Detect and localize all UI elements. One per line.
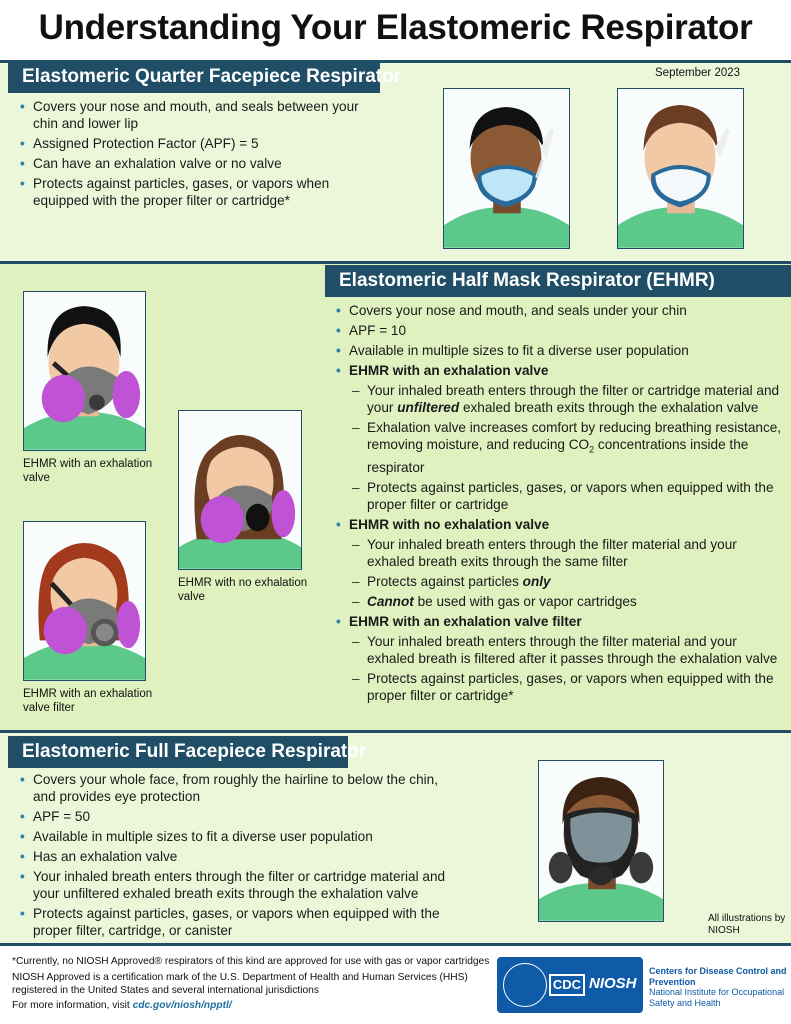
list-item: • APF = 10 [336, 322, 784, 339]
list-item: • Your inhaled breath enters through the filter or cartridge material and your unfiltered exhaled breath exits through the exhalation valve [20, 868, 460, 902]
quarter-mask-light-skin-illustration [618, 89, 743, 248]
list-item: • Assigned Protection Factor (APF) = 5 [20, 135, 360, 152]
quarter-mask-illustration-1 [443, 88, 570, 249]
sub-item: – Your inhaled breath enters through the filter or cartridge material and your unfiltered exhaled breath exits through the exhalation valve [349, 382, 784, 416]
cdc-logo-text: CDC [549, 974, 585, 996]
footnote-certification: NIOSH Approved is a certification mark of the U.S. Department of Health and Human Services (HHS) registered in the United States and several international jurisdictions [12, 972, 468, 996]
niosh-logo-text: NIOSH [589, 975, 637, 992]
list-item: • Available in multiple sizes to fit a diverse user population [20, 828, 460, 845]
cdc-niosh-logo [497, 957, 643, 1013]
group-label: EHMR with an exhalation valve [349, 363, 549, 378]
list-item: • Covers your nose and mouth, and seals between your chin and lower lip [20, 98, 360, 132]
publication-date: September 2023 [655, 67, 741, 79]
footer-divider [0, 943, 791, 946]
list-group-no-valve [336, 516, 784, 610]
hhs-seal-icon [503, 963, 547, 1007]
full-facepiece-illustration [538, 760, 664, 922]
niosh-npptl-link[interactable]: cdc.gov/niosh/npptl/ [132, 1000, 232, 1011]
list-item: • Covers your whole face, from roughly the hairline to below the chin, and provides eye protection [20, 771, 460, 805]
more-info-line: For more information, visit cdc.gov/niosh/npptl/ [12, 1000, 232, 1011]
list-item: • Has an exhalation valve [20, 848, 460, 865]
caption-ehmr-no-valve: EHMR with no exhalation valve [178, 577, 308, 603]
full-bullets [20, 771, 460, 942]
half-mask-no-valve-illustration [179, 411, 301, 569]
half-mask-valve-illustration [24, 292, 145, 450]
sub-item: – Cannot be used with gas or vapor cartridges [349, 593, 784, 610]
ehmr-valve-filter-illustration [23, 521, 146, 681]
half-bullets [336, 302, 784, 707]
full-facepiece-mask-illustration [539, 761, 663, 921]
ehmr-valve-illustration [23, 291, 146, 451]
quarter-mask-dark-skin-illustration [444, 89, 569, 248]
cdc-agency-name: Centers for Disease Control and Prevention [649, 966, 787, 987]
sub-item: – Your inhaled breath enters through the filter material and your exhaled breath is filtered after it passes through the exhalation valve [349, 633, 784, 667]
list-item: • Available in multiple sizes to fit a diverse user population [336, 342, 784, 359]
agency-name [649, 966, 787, 1008]
sub-item: – Protects against particles only [349, 573, 784, 590]
list-item: • Covers your nose and mouth, and seals under your chin [336, 302, 784, 319]
list-item: • Protects against particles, gases, or vapors when equipped with the proper filter or cartridge* [20, 175, 360, 209]
caption-ehmr-valve: EHMR with an exhalation valve [23, 458, 153, 484]
half-heading: Elastomeric Half Mask Respirator (EHMR) [325, 265, 791, 297]
ehmr-no-valve-illustration [178, 410, 302, 570]
footnote-gas-vapor: *Currently, no NIOSH Approved® respirators of this kind are approved for use with gas or vapor cartridges [12, 956, 490, 967]
illustration-credit: All illustrations by NIOSH [708, 913, 786, 936]
sub-item: – Protects against particles, gases, or vapors when equipped with the proper filter or cartridge* [349, 670, 784, 704]
list-item: • Protects against particles, gases, or vapors when equipped with the proper filter, cartridge, or canister [20, 905, 460, 939]
full-heading: Elastomeric Full Facepiece Respirator [8, 736, 348, 768]
sub-item: – Exhalation valve increases comfort by reducing breathing resistance, removing moisture, and reducing $CO_2$ concentrations inside the respirator [349, 419, 784, 476]
quarter-bullets [20, 98, 360, 212]
list-item: • APF = 50 [20, 808, 460, 825]
niosh-agency-name: National Institute for Occupational Safety and Health [649, 987, 785, 1008]
list-group-exhalation-valve [336, 362, 784, 513]
sub-item: – Your inhaled breath enters through the filter material and your exhaled breath exits through the same filter [349, 536, 784, 570]
half-mask-valve-filter-illustration [24, 522, 145, 680]
list-group-valve-filter [336, 613, 784, 704]
quarter-mask-illustration-2 [617, 88, 744, 249]
page-title: Understanding Your Elastomeric Respirator [38, 8, 753, 47]
list-item: • Can have an exhalation valve or no valve [20, 155, 360, 172]
caption-ehmr-valve-filter: EHMR with an exhalation valve filter [23, 688, 153, 714]
group-label: EHMR with no exhalation valve [349, 516, 550, 532]
sub-item: – Protects against particles, gases, or vapors when equipped with the proper filter or cartridge [349, 479, 784, 513]
quarter-heading: Elastomeric Quarter Facepiece Respirator [8, 61, 380, 93]
group-label: EHMR with an exhalation valve filter [349, 613, 582, 629]
